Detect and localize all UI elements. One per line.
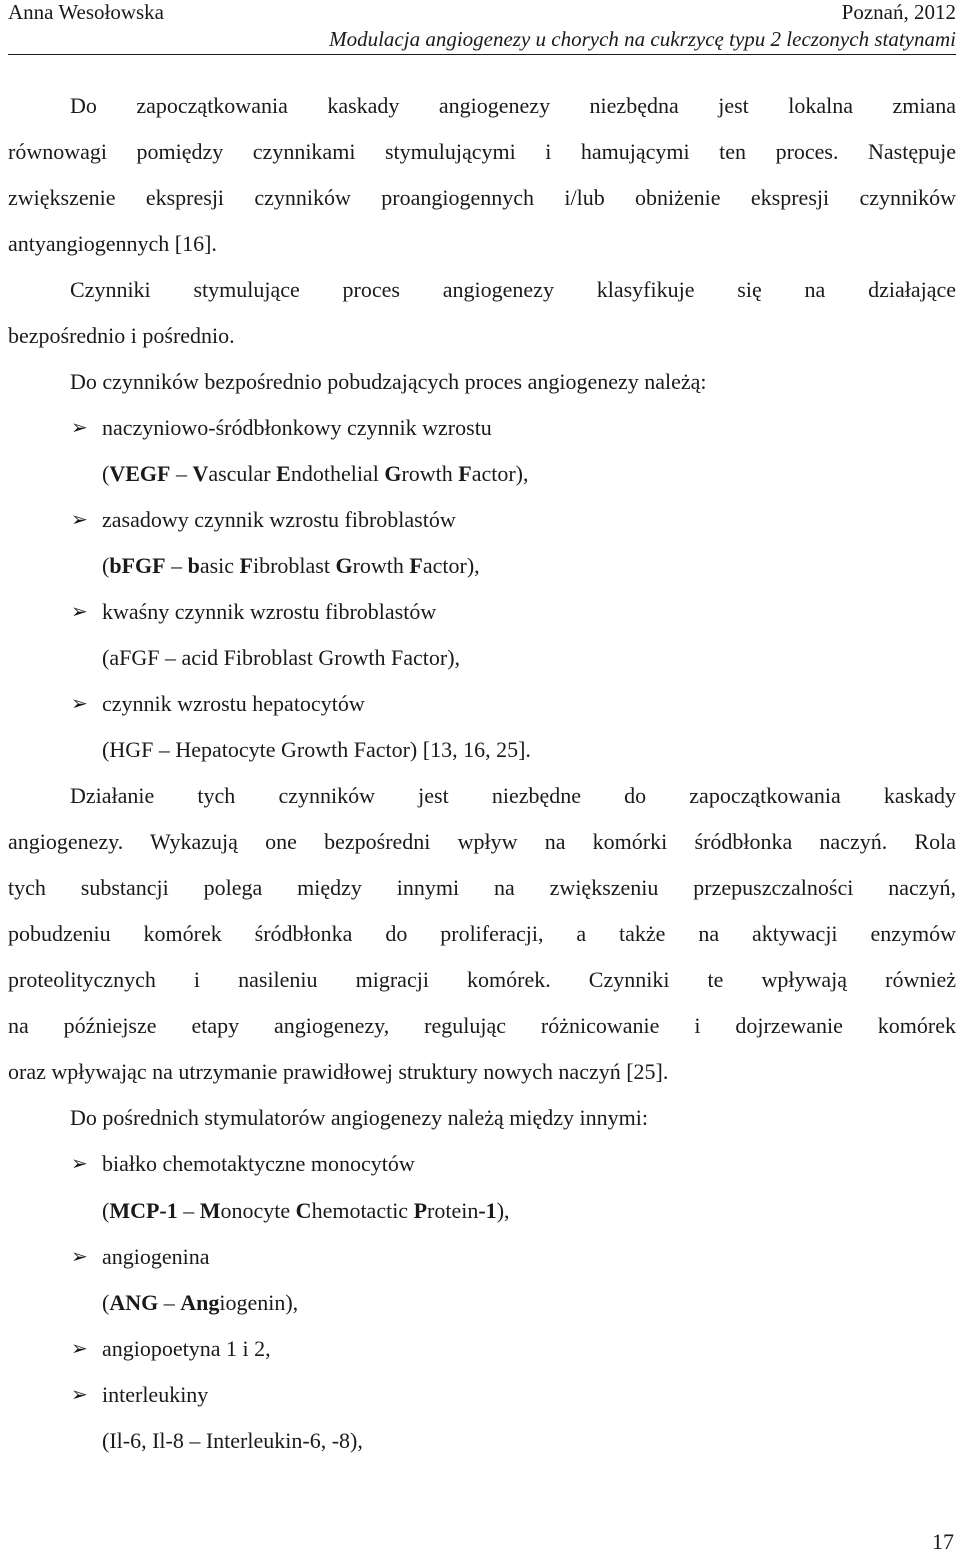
header-title: Modulacja angiogenezy u chorych na cukrzycę typu 2 leczonych statynami (329, 27, 956, 51)
arrowhead-bullet-icon: ➢ (71, 1153, 88, 1175)
paragraph-line: zwiększenie ekspresji czynników proangiogennych i/lub obniżenie ekspresji czynników (8, 185, 956, 210)
list-item-abbreviation: (bFGF – basic Fibroblast Growth Factor), (102, 553, 480, 578)
list-intro: Do czynników bezpośrednio pobudzających proces angiogenezy należą: (70, 369, 707, 394)
list-item-name: kwaśny czynnik wzrostu fibroblastów (102, 599, 437, 624)
list-item (71, 598, 956, 626)
list-item-name: białko chemotaktyczne monocytów (102, 1151, 415, 1176)
arrowhead-bullet-icon: ➢ (71, 601, 88, 623)
list-item-abbreviation: (ANG – Angiogenin), (102, 1290, 299, 1315)
paragraph-line: na późniejsze etapy angiogenezy, regulując różnicowanie i dojrzewanie komórek (8, 1013, 956, 1038)
paragraph-line: oraz wpływając na utrzymanie prawidłowej struktury nowych naczyń [25]. (8, 1059, 669, 1084)
list-item (71, 690, 956, 718)
header-place-year: Poznań, 2012 (841, 0, 956, 24)
list-item (71, 414, 956, 442)
list-item (71, 1243, 956, 1271)
list-item-name: angiopoetyna 1 i 2, (102, 1336, 271, 1361)
list-item-abbreviation: (HGF – Hepatocyte Growth Factor) [13, 16, 25]. (102, 737, 531, 762)
arrowhead-bullet-icon: ➢ (71, 1338, 88, 1360)
list-item-abbreviation: (Il-6, Il-8 – Interleukin-6, -8), (102, 1428, 363, 1453)
list-item-abbreviation: (aFGF – acid Fibroblast Growth Factor), (102, 645, 461, 670)
arrowhead-bullet-icon: ➢ (71, 1384, 88, 1406)
header-author: Anna Wesołowska (8, 0, 164, 24)
list-intro: Do pośrednich stymulatorów angiogenezy należą między innymi: (70, 1105, 648, 1130)
list-item (71, 1381, 956, 1409)
paragraph-line: pobudzeniu komórek śródbłonka do proliferacji, a także na aktywacji enzymów (8, 921, 956, 946)
paragraph-line: angiogenezy. Wykazują one bezpośredni wpływ na komórki śródbłonka naczyń. Rola (8, 829, 956, 854)
paragraph-line: bezpośrednio i pośrednio. (8, 323, 235, 348)
list-item-abbreviation: (MCP-1 – Monocyte Chemotactic Protein-1), (102, 1198, 510, 1223)
paragraph-line: Do zapoczątkowania kaskady angiogenezy niezbędna jest lokalna zmiana (70, 93, 956, 118)
list-item (71, 506, 956, 534)
paragraph-line: Czynniki stymulujące proces angiogenezy klasyfikuje się na działające (70, 277, 956, 302)
paragraph-line: antyangiogennych [16]. (8, 231, 217, 256)
page-number: 17 (932, 1529, 954, 1554)
paragraph-line: Działanie tych czynników jest niezbędne do zapoczątkowania kaskady (70, 783, 956, 808)
header-rule (8, 54, 956, 55)
list-item-name: naczyniowo-śródbłonkowy czynnik wzrostu (102, 415, 492, 440)
arrowhead-bullet-icon: ➢ (71, 693, 88, 715)
list-item-abbreviation: (VEGF – Vascular Endothelial Growth Factor), (102, 461, 529, 486)
list-item-name: interleukiny (102, 1382, 209, 1407)
list-item (71, 1150, 956, 1178)
paragraph-line: równowagi pomiędzy czynnikami stymulującymi i hamującymi ten proces. Następuje (8, 139, 956, 164)
list-item-name: czynnik wzrostu hepatocytów (102, 691, 365, 716)
paragraph-line: tych substancji polega między innymi na zwiększeniu przepuszczalności naczyń, (8, 875, 956, 900)
arrowhead-bullet-icon: ➢ (71, 509, 88, 531)
list-item (71, 1335, 956, 1363)
arrowhead-bullet-icon: ➢ (71, 1246, 88, 1268)
list-item-name: angiogenina (102, 1244, 210, 1269)
list-item-name: zasadowy czynnik wzrostu fibroblastów (102, 507, 456, 532)
arrowhead-bullet-icon: ➢ (71, 417, 88, 439)
paragraph-line: proteolitycznych i nasileniu migracji komórek. Czynniki te wpływają również (8, 967, 956, 992)
